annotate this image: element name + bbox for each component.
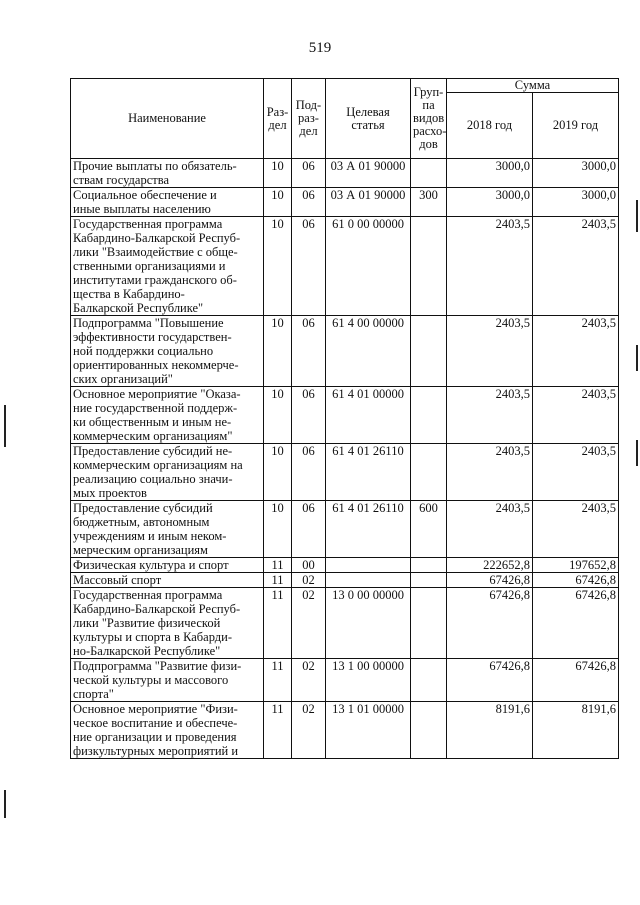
row-section: 11 (264, 659, 292, 702)
row-section: 10 (264, 188, 292, 217)
row-subsection: 02 (292, 702, 326, 759)
table-row (71, 316, 619, 387)
row-group (411, 444, 447, 501)
row-target: 13 0 00 00000 (326, 588, 411, 659)
row-target: 61 0 00 00000 (326, 217, 411, 316)
row-name: Государственная программа Кабардино-Балкарской Респуб- лики "Развитие физической культуры и спорта в Кабарди- но-Балкарской Республике" (71, 588, 264, 659)
margin-mark (4, 405, 6, 447)
table-row (71, 444, 619, 501)
row-group (411, 217, 447, 316)
row-target (326, 558, 411, 573)
row-sum-2019: 67426,8 (533, 588, 619, 659)
table-row (71, 501, 619, 558)
table-row (71, 159, 619, 188)
row-section: 10 (264, 444, 292, 501)
table-row (71, 217, 619, 316)
row-name: Предоставление субсидий не- коммерческим организациям на реализацию социально значи- мых проектов (71, 444, 264, 501)
row-name: Массовый спорт (71, 573, 264, 588)
row-sum-2018: 2403,5 (447, 387, 533, 444)
row-subsection: 00 (292, 558, 326, 573)
row-section: 10 (264, 316, 292, 387)
row-sum-2018: 2403,5 (447, 444, 533, 501)
row-sum-2018: 67426,8 (447, 573, 533, 588)
row-subsection: 02 (292, 588, 326, 659)
row-section: 11 (264, 702, 292, 759)
row-subsection: 06 (292, 444, 326, 501)
row-sum-2018: 67426,8 (447, 659, 533, 702)
table-row (71, 188, 619, 217)
row-sum-2019: 67426,8 (533, 573, 619, 588)
row-sum-2019: 2403,5 (533, 501, 619, 558)
row-name: Предоставление субсидий бюджетным, автономным учреждениям и иным неком- мерческим организациям (71, 501, 264, 558)
row-group: 300 (411, 188, 447, 217)
row-name: Подпрограмма "Развитие физи- ческой культуры и массового спорта" (71, 659, 264, 702)
table-body (71, 159, 619, 759)
row-section: 10 (264, 387, 292, 444)
header-sum: Сумма (447, 79, 619, 93)
header-name: Наименование (71, 79, 264, 159)
row-name: Основное мероприятие "Физи- ческое воспитание и обеспече- ние организации и проведения физкультурных мероприятий и (71, 702, 264, 759)
row-sum-2018: 222652,8 (447, 558, 533, 573)
row-group (411, 159, 447, 188)
row-sum-2019: 67426,8 (533, 659, 619, 702)
row-target (326, 573, 411, 588)
row-target: 03 А 01 90000 (326, 159, 411, 188)
row-sum-2018: 2403,5 (447, 316, 533, 387)
row-subsection: 02 (292, 573, 326, 588)
row-target: 61 4 01 00000 (326, 387, 411, 444)
header-target: Целевая статья (326, 79, 411, 159)
row-sum-2019: 2403,5 (533, 217, 619, 316)
row-group: 600 (411, 501, 447, 558)
row-section: 10 (264, 217, 292, 316)
row-group (411, 558, 447, 573)
row-name: Основное мероприятие "Оказа- ние государственной поддерж- ки общественным и иным не- коммерческим организациям" (71, 387, 264, 444)
table-row (71, 588, 619, 659)
row-sum-2018: 8191,6 (447, 702, 533, 759)
row-sum-2019: 3000,0 (533, 188, 619, 217)
row-subsection: 06 (292, 217, 326, 316)
row-sum-2019: 3000,0 (533, 159, 619, 188)
row-sum-2018: 3000,0 (447, 188, 533, 217)
row-name: Прочие выплаты по обязатель- ствам государства (71, 159, 264, 188)
row-sum-2019: 2403,5 (533, 316, 619, 387)
budget-table (70, 78, 619, 759)
row-section: 11 (264, 588, 292, 659)
margin-mark (636, 345, 638, 371)
row-name: Социальное обеспечение и иные выплаты населению (71, 188, 264, 217)
row-name: Государственная программа Кабардино-Балкарской Респуб- лики "Взаимодействие с обще- ственными организациями и институтами гражданского об- щества в Кабардино- Балкарской Республике" (71, 217, 264, 316)
margin-mark (4, 790, 6, 818)
row-name: Подпрограмма "Повышение эффективности государствен- ной поддержки социально ориентированных некоммерче- ских организаций" (71, 316, 264, 387)
row-target: 61 4 01 26110 (326, 444, 411, 501)
row-group (411, 588, 447, 659)
row-group (411, 702, 447, 759)
header-subsection: Под- раз- дел (292, 79, 326, 159)
table-row (71, 558, 619, 573)
row-group (411, 316, 447, 387)
table-row (71, 387, 619, 444)
row-target: 13 1 01 00000 (326, 702, 411, 759)
row-subsection: 06 (292, 159, 326, 188)
header-section: Раз- дел (264, 79, 292, 159)
row-subsection: 06 (292, 501, 326, 558)
row-subsection: 02 (292, 659, 326, 702)
header-group: Груп- па видов расхо- дов (411, 79, 447, 159)
row-sum-2019: 197652,8 (533, 558, 619, 573)
row-subsection: 06 (292, 188, 326, 217)
row-name: Физическая культура и спорт (71, 558, 264, 573)
table-row (71, 573, 619, 588)
page-number: 519 (308, 40, 332, 56)
margin-mark (636, 440, 638, 466)
row-group (411, 659, 447, 702)
table-row (71, 702, 619, 759)
row-section: 11 (264, 558, 292, 573)
header-year-2018: 2018 год (447, 93, 533, 159)
row-target: 13 1 00 00000 (326, 659, 411, 702)
row-target: 03 А 01 90000 (326, 188, 411, 217)
row-section: 11 (264, 573, 292, 588)
row-sum-2018: 2403,5 (447, 217, 533, 316)
header-year-2019: 2019 год (533, 93, 619, 159)
row-section: 10 (264, 501, 292, 558)
row-subsection: 06 (292, 387, 326, 444)
row-sum-2019: 2403,5 (533, 444, 619, 501)
table-row (71, 659, 619, 702)
row-sum-2018: 67426,8 (447, 588, 533, 659)
row-group (411, 387, 447, 444)
row-section: 10 (264, 159, 292, 188)
row-sum-2019: 2403,5 (533, 387, 619, 444)
row-target: 61 4 00 00000 (326, 316, 411, 387)
row-sum-2019: 8191,6 (533, 702, 619, 759)
margin-mark (636, 200, 638, 232)
row-sum-2018: 2403,5 (447, 501, 533, 558)
row-group (411, 573, 447, 588)
row-target: 61 4 01 26110 (326, 501, 411, 558)
row-sum-2018: 3000,0 (447, 159, 533, 188)
row-subsection: 06 (292, 316, 326, 387)
